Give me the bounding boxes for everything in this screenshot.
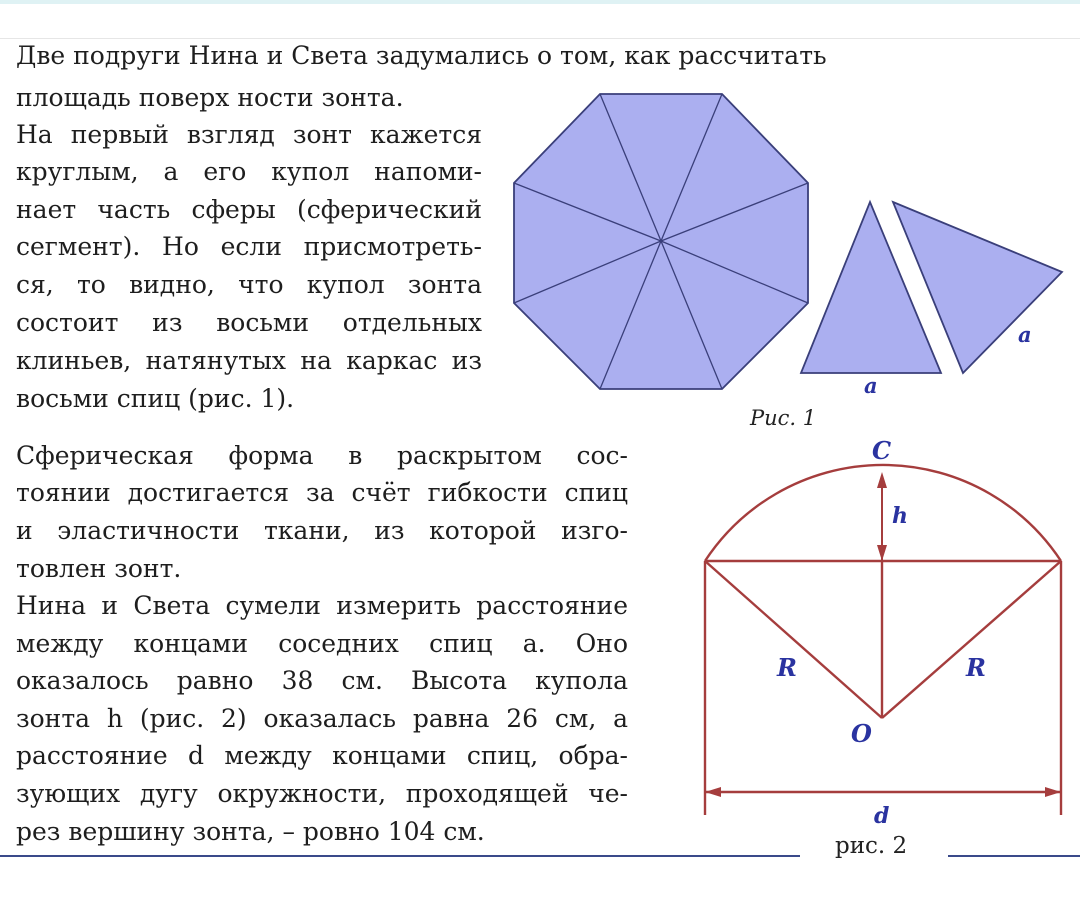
label-a-bottom: a <box>864 373 878 398</box>
label-R-right: R <box>966 653 986 682</box>
paragraph-line: зонта h (рис. 2) оказалась равна 26 см, а <box>16 704 628 733</box>
label-d: d <box>874 803 890 829</box>
paragraph-line: товлен зонт. <box>16 554 182 583</box>
radius-left <box>705 561 882 718</box>
paragraph-line: сегмент). Но если присмотреть- <box>16 232 482 261</box>
paragraph-line: нает часть сферы (сферический <box>16 195 482 224</box>
paragraph-line: ся, то видно, что купол зонта <box>16 270 482 299</box>
figure-1 <box>514 94 1062 398</box>
paragraph-line: Две подруги Нина и Света задумались о том, как рассчитать <box>16 41 827 70</box>
figure-2 <box>705 465 1061 815</box>
paragraph-line: площадь поверх ности зонта. <box>16 83 404 112</box>
d-arrow-left <box>705 787 721 797</box>
label-a-right: a <box>1018 322 1032 347</box>
h-arrow-bottom <box>877 545 887 561</box>
paragraph-line: состоит из восьми отдельных <box>16 308 482 337</box>
radius-right <box>882 561 1061 718</box>
bottom-rule-left <box>0 855 800 857</box>
label-R-left: R <box>777 653 797 682</box>
bottom-rule-right <box>948 855 1080 857</box>
paragraph-line: Нина и Света сумели измерить расстояние <box>16 591 628 620</box>
paragraph-line: зующих дугу окружности, проходящей че- <box>16 779 628 808</box>
paragraph-line: Сферическая форма в раскрытом сос- <box>16 441 628 470</box>
paragraph-line: и эластичности ткани, из которой изго- <box>16 516 628 545</box>
figure-1-caption: Рис. 1 <box>750 406 817 430</box>
h-arrow-top <box>877 472 887 488</box>
paragraph-line: расстояние d между концами спиц, обра- <box>16 741 628 770</box>
label-O: O <box>851 719 872 748</box>
label-h: h <box>892 503 908 529</box>
paragraph-line: круглым, а его купол напоми- <box>16 157 482 186</box>
figure-2-caption: рис. 2 <box>835 833 908 859</box>
paragraph-line: между концами соседних спиц a. Оно <box>16 629 628 658</box>
paragraph-line: рез вершину зонта, – ровно 104 см. <box>16 817 485 846</box>
label-C: C <box>872 436 892 465</box>
paragraph-line: тоянии достигается за счёт гибкости спиц <box>16 478 628 507</box>
paragraph-line: клиньев, натянутых на каркас из <box>16 346 482 375</box>
paragraph-line: оказалось равно 38 см. Высота купола <box>16 666 628 695</box>
paragraph-line: На первый взгляд зонт кажется <box>16 120 482 149</box>
paragraph-line: восьми спиц (рис. 1). <box>16 384 295 413</box>
d-arrow-right <box>1045 787 1061 797</box>
